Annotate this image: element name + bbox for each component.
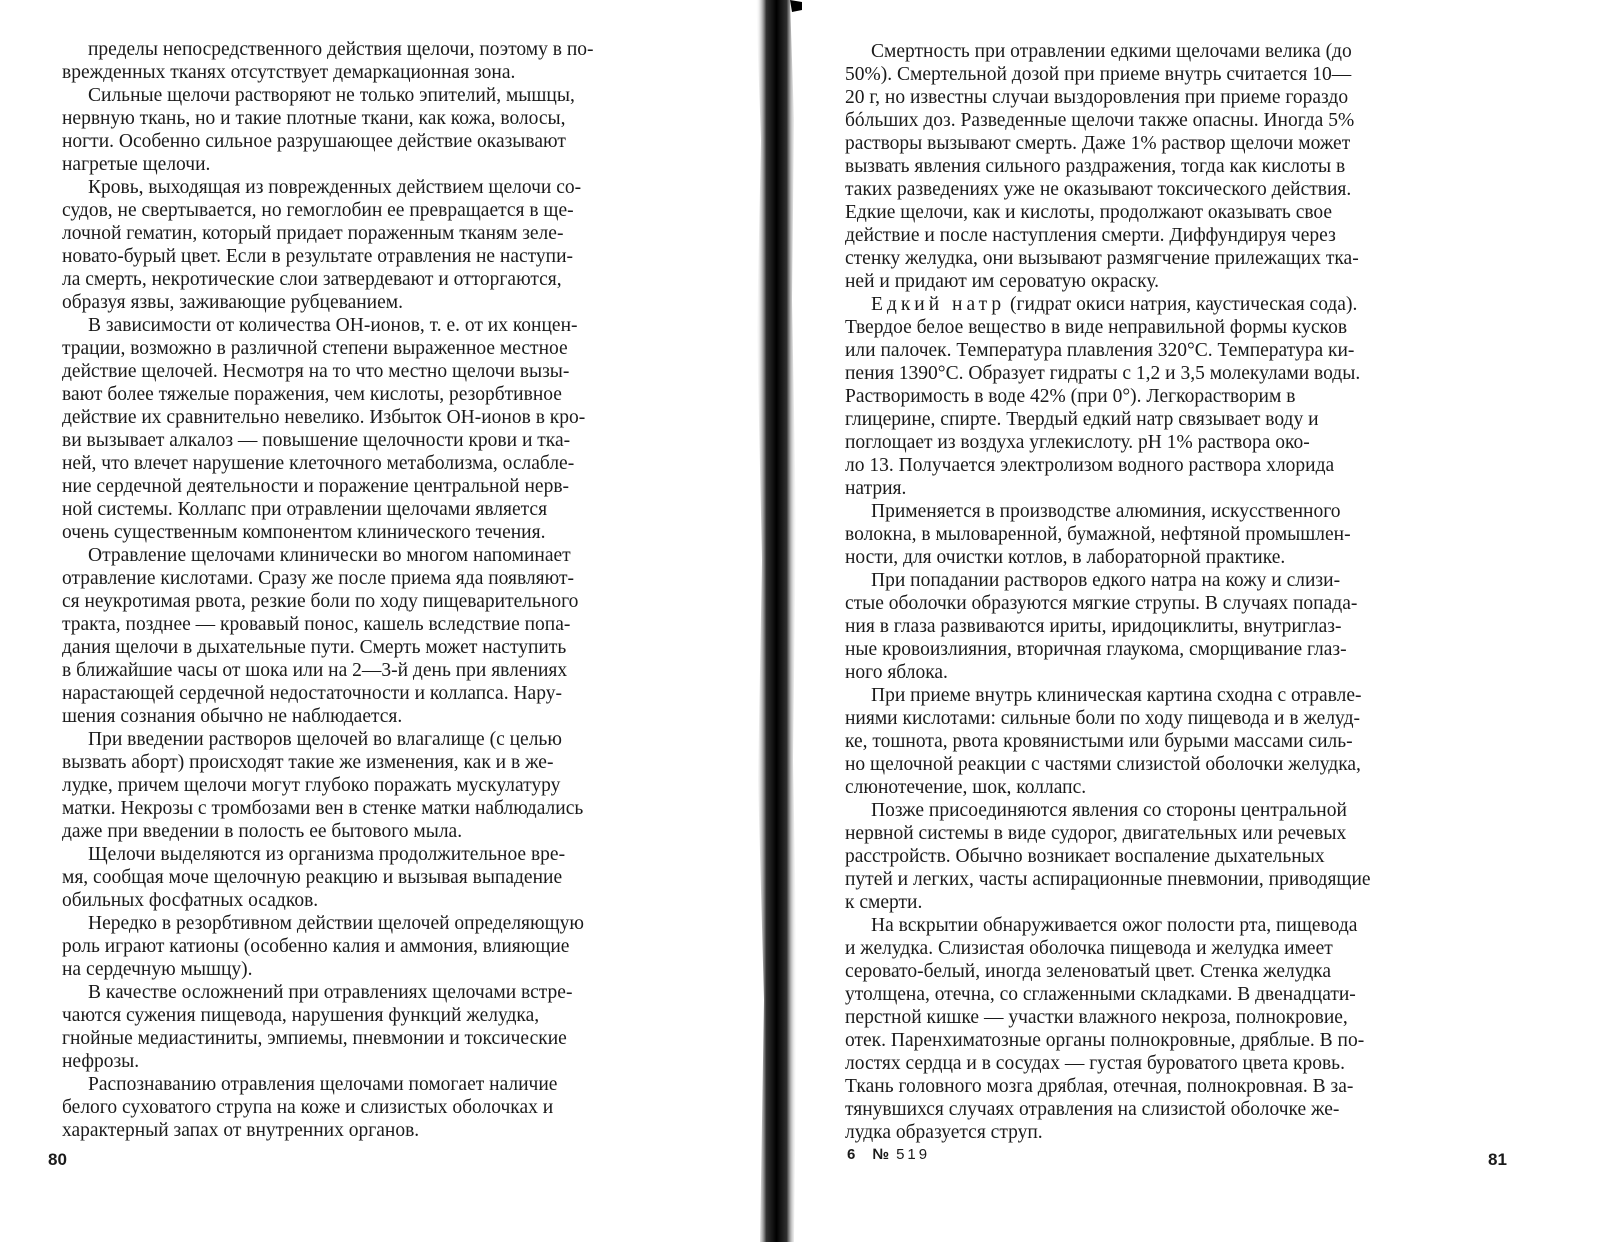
term-naoh: Едкий натр	[871, 294, 1006, 315]
paragraph: Смертность при отравлении едкими щелочами велика (до 50%). Смертельной дозой при приеме внутрь считается 10— 20 г, но известны случаи выздоровления при приеме гораздо бóльших доз. Разведенные щелочи также опасны. Иногда 5% растворы вызывают смерть. Даже 1% раствор щелочи может вызвать явления сильного раздражения, тогда как кислоты в таких разведениях уже не оказывают токсического действия. Едкие щелочи, как и кислоты, продолжают оказывать свое действие и после наступления смерти. Диффундируя через стенку желудка, они вызывают размягчение прилежащих тка- ней и придают им сероватую окраску.	[845, 41, 1359, 292]
left-page	[0, 0, 750, 1242]
signature-code: 519	[896, 1146, 931, 1163]
paragraph: В зависимости от количества ОН-ионов, т. е. от их концен- трации, возможно в различной степени выраженное местное действие щелочей. Несмотря на то что местно щелочи вызы- вают более тяжелые поражения, чем кислоты, резорбтивное действие их сравнительно невелико. Избыток ОН-ионов в кро- ви вызывает алкалоз — повышение щелочности крови и тка- ней, что влечет нарушение клеточного метаболизма, ослабле- ние сердечной деятельности и поражение центральной нерв- ной системы. Коллапс при отравлении щелочами является очень существенным компонентом клинического течения.	[62, 315, 586, 543]
paragraph: Применяется в производстве алюминия, искусственного волокна, в мыловаренной, бумажной, нефтяной промышлен- ности, для очистки котлов, в лабораторной практике.	[845, 501, 1351, 568]
paragraph: При попадании растворов едкого натра на кожу и слизи- стые оболочки образуются мягкие струпы. В случаях попада- ния в глаза развиваются ириты, иридоциклиты, внутриглаз- ные кровоизлияния, вторичная глаукома, сморщивание глаз- ного яблока.	[845, 570, 1358, 683]
paragraph: В качестве осложнений при отравлениях щелочами встре- чаются сужения пищевода, нарушения функций желудка, гнойные медиастиниты, эмпиемы, пневмонии и токсические нефрозы.	[62, 982, 573, 1072]
paragraph: Отравление щелочами клинически во многом напоминает отравление кислотами. Сразу же после приема яда появляют- ся неукротимая рвота, резкие боли по ходу пищеварительного тракта, позднее — кровавый понос, кашель вследствие попа- дания щелочи в дыхательные пути. Смерть может наступить в ближайшие часы от шока или на 2—3-й день при явлениях нарастающей сердечной недостаточности и коллапса. Нару- шения сознания обычно не наблюдается.	[62, 545, 579, 727]
paragraph: Нередко в резорбтивном действии щелочей определяющую роль играют катионы (особенно калия и аммония, влияющие на сердечную мышцу).	[62, 913, 584, 980]
paragraph: Распознаванию отравления щелочами помогает наличие белого суховатого струпа на коже и слизистых оболочках и характерный запах от внутренних органов.	[62, 1074, 558, 1141]
book-gutter-shadow	[742, 0, 802, 1242]
signature-sheet: 6	[847, 1146, 857, 1163]
left-page-text	[62, 38, 716, 1142]
paragraph: При приеме внутрь клиническая картина сходна с отравле- ниями кислотами: сильные боли по ходу пищевода и в желуд- ке, тошнота, рвота кровянистыми или бурыми массами силь- но щелочной реакции с частями слизистой оболочки желудка, слюнотечение, шок, коллапс.	[845, 685, 1362, 798]
paragraph: пределы непосредственного действия щелочи, поэтому в по- врежденных тканях отсутствует демаркационная зона.	[62, 39, 594, 83]
page-number-right: 81	[1488, 1150, 1507, 1169]
naoh-description: (гидрат окиси натрия, каустическая сода). Твердое белое вещество в виде неправильной формы кусков или палочек. Температура плавления 320°С. Температура ки- пения 1390°С. Образует гидраты с 1,2 и 3,5 молекулами воды. Растворимость в воде 42% (при 0°). Легкорастворим в глицерине, спирте. Твердый едкий натр связывает воду и поглощает из воздуха углекислоту. pH 1% раствора око- ло 13. Получается электролизом водного раствора хлорида натрия.	[845, 294, 1361, 499]
right-page	[800, 0, 1600, 1242]
paragraph: Щелочи выделяются из организма продолжительное вре- мя, сообщая моче щелочную реакцию и вызывая выпадение обильных фосфатных осадков.	[62, 844, 566, 911]
page-number-left: 80	[48, 1150, 67, 1169]
paragraph: При введении растворов щелочей во влагалище (с целью вызвать аборт) происходят такие же изменения, как и в же- лудке, причем щелочи могут глубоко поражать мускулатуру матки. Некрозы с тромбозами вен в стенке матки наблюдались даже при введении в полость ее бытового мыла.	[62, 729, 584, 842]
paragraph: Позже присоединяются явления со стороны центральной нервной системы в виде судорог, двигательных или речевых расстройств. Обычно возникает воспаление дыхательных путей и легких, часты аспирационные пневмонии, приводящие к смерти.	[845, 800, 1371, 913]
printer-signature	[847, 1146, 930, 1163]
paragraph: На вскрытии обнаруживается ожог полости рта, пищевода и желудка. Слизистая оболочка пищевода и желудка имеет серовато-белый, иногда зеленоватый цвет. Стенка желудка утолщена, отечна, со сглаженными складками. В двенадцати- перстной кишке — участки влажного некроза, полнокровие, отек. Паренхиматозные органы полнокровные, дряблые. В по- лостях сердца и в сосудах — густая буроватого цвета кровь. Ткань головного мозга дряблая, отечная, полнокровная. В за- тянувшихся случаях отравления на слизистой оболочке же- лудка образуется струп.	[845, 915, 1365, 1143]
paragraph-naoh	[845, 293, 1500, 500]
paragraph: Кровь, выходящая из поврежденных действием щелочи со- судов, не свертывается, но гемоглобин ее превращается в ще- лочной гематин, который придает пораженным тканям зеле- новато-бурый цвет. Если в результате отравления не наступи- ла смерть, некротические слои затвердевают и отторгаются, образуя язвы, заживающие рубцеванием.	[62, 177, 582, 313]
paragraph: Сильные щелочи растворяют не только эпителий, мышцы, нервную ткань, но и такие плотные ткани, как кожа, волосы, ногти. Особенно сильное разрушающее действие оказывают нагретые щелочи.	[62, 85, 575, 175]
signature-num-sign: №	[872, 1146, 891, 1163]
right-page-text	[845, 40, 1500, 1144]
